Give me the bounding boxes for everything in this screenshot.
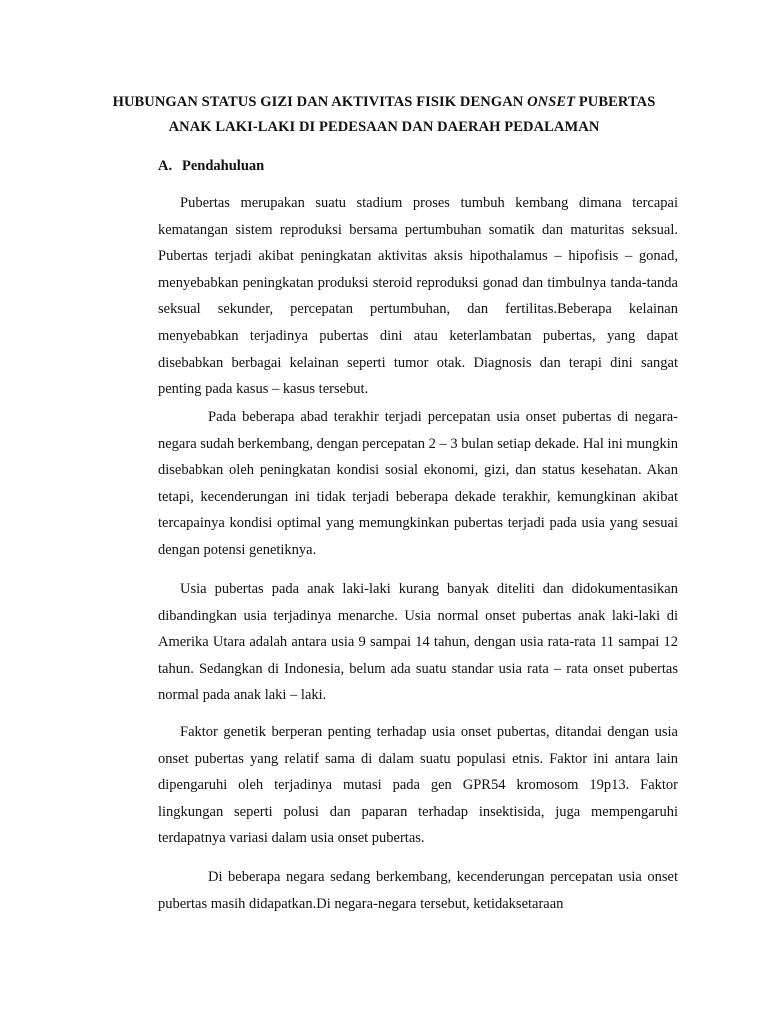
title-line-2: ANAK LAKI-LAKI DI PEDESAAN DAN DAERAH PEDALAMAN [168,119,600,135]
title-line-1 [80,90,688,115]
title-text: HUBUNGAN STATUS GIZI DAN AKTIVITAS FISIK DENGAN [112,94,528,110]
section-title: Pendahuluan [182,158,265,174]
section-heading [158,155,264,177]
paragraph: Usia pubertas pada anak laki-laki kurang banyak diteliti dan didokumentasikan dibandingkan usia terjadinya menarche. Usia normal onset pubertas anak laki-laki di Amerika Utara adalah antara usia 9 sampai 14 tahun, dengan usia rata-rata 11 sampai 12 tahun. Sedangkan di Indonesia, belum ada suatu standar usia rata – rata onset pubertas normal pada anak laki – laki. [158,581,678,704]
paragraph: Pada beberapa abad terakhir terjadi percepatan usia onset pubertas di negara-negara sudah berkembang, dengan percepatan 2 – 3 bulan setiap dekade. Hal ini mungkin disebabkan oleh peningkatan kondisi sosial ekonomi, gizi, dan status kesehatan. Akan tetapi, kecenderungan ini tidak terjadi beberapa dekade terakhir, kemungkinan akibat tercapainya kondisi optimal yang memungkinkan pubertas terjadi pada usia yang sesuai dengan potensi genetiknya. [158,409,678,558]
document-title [80,90,688,140]
paragraph: Di beberapa negara sedang berkembang, kecenderungan percepatan usia onset pubertas masih didapatkan.Di negara-negara tersebut, ketidaksetaraan [158,869,678,912]
paragraph: Faktor genetik berperan penting terhadap usia onset pubertas, ditandai dengan usia onset pubertas yang relatif sama di dalam suatu populasi etnis. Faktor ini antara lain dipengaruhi oleh terjadinya mutasi pada gen GPR54 kromosom 19p13. Faktor lingkungan seperti polusi dan paparan terhadap insektisida, juga mempengaruhi terdapatnya variasi dalam usia onset pubertas. [158,724,678,847]
paragraph: Pubertas merupakan suatu stadium proses tumbuh kembang dimana tercapai kematangan sistem reproduksi bersama pertumbuhan somatik dan maturitas seksual. Pubertas terjadi akibat peningkatan aktivitas aksis hipothalamus – hipofisis – gonad, menyebabkan peningkatan produksi steroid reproduksi gonad dan timbulnya tanda-tanda seksual sekunder, percepatan pertumbuhan, dan fertilitas.Beberapa kelainan menyebabkan terjadinya pubertas dini atau keterlambatan pubertas, yang dapat disebabkan berbagai kelainan seperti tumor otak. Diagnosis dan terapi dini sangat penting pada kasus – kasus tersebut. [158,195,678,398]
title-italic-text: ONSET [527,94,576,110]
title-text: PUBERTAS [575,94,656,110]
section-number: A. [158,158,173,174]
